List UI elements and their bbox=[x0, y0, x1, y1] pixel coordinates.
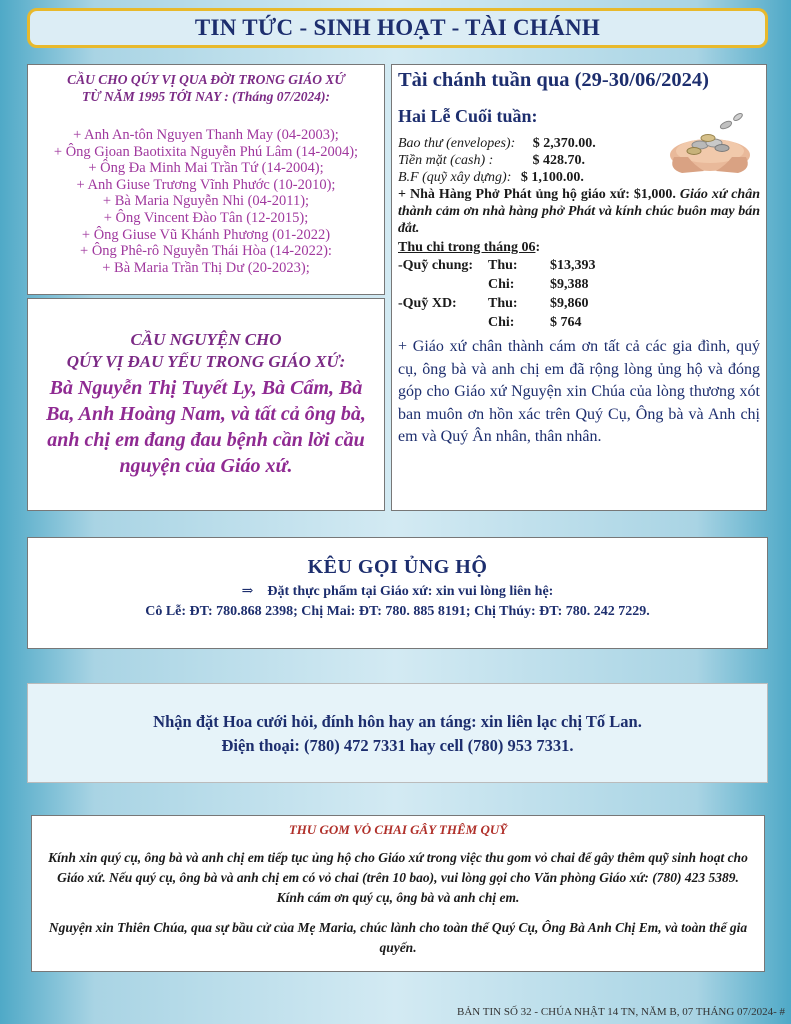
finance-subtitle: Hai Lễ Cuối tuần: bbox=[398, 106, 538, 126]
table-cell: Chi: bbox=[488, 277, 515, 292]
flowers-line-1: Nhận đặt Hoa cưới hỏi, đính hôn hay an táng: xin liên lạc chị Tố Lan. bbox=[153, 712, 642, 731]
table-cell: Chi: bbox=[488, 315, 515, 330]
month-table bbox=[398, 256, 760, 332]
thanks-note: + Giáo xứ chân thành cám ơn tất cả các gia đình, quý cụ, ông bà và anh chị em đã rộng lòng ủng hộ và đóng góp cho Giáo xứ Nguyện xin Chúa của lòng thương xót ban muôn ơn hồn xác trên Quý Cụ, Ông bà và Anh chị em và Quý Ân nhân, thân nhân. bbox=[398, 338, 760, 445]
table-cell: $13,393 bbox=[550, 258, 596, 273]
page-title: TIN TỨC - SINH HOẠT - TÀI CHÁNH bbox=[194, 15, 601, 40]
support-box bbox=[27, 537, 768, 649]
list-item: + Bà Maria Nguyễn Nhi (04-2011); bbox=[102, 193, 310, 210]
table-cell: -Quỹ chung: bbox=[398, 258, 474, 273]
sick-prayer-box bbox=[27, 298, 385, 511]
pho-phat-bold: + Nhà Hàng Phở Phát ủng hộ giáo xứ: $1,000. bbox=[398, 187, 676, 202]
deceased-list bbox=[28, 127, 384, 276]
envelopes-label: Bao thư (envelopes): bbox=[398, 136, 516, 151]
list-item: + Ông Giuse Vũ Khánh Phương (01-2022) bbox=[81, 226, 331, 243]
deceased-title-2: TỪ NĂM 1995 TỚI NAY : (Tháng 07/2024): bbox=[81, 89, 331, 104]
list-item: + Bà Maria Trần Thị Dư (20-2023); bbox=[102, 259, 310, 276]
envelopes-value: $ 2,370.00. bbox=[532, 136, 596, 151]
support-title: KÊU GỌI ỦNG HỘ bbox=[307, 556, 488, 578]
bottles-title: THU GOM VỎ CHAI GÂY THÊM QUỸ bbox=[288, 822, 508, 837]
table-cell: Thu: bbox=[488, 296, 518, 311]
support-line-1-text: Đặt thực phẩm tại Giáo xứ: xin vui lòng liên hệ: bbox=[267, 584, 554, 599]
flowers-line-2: Điện thoại: (780) 472 7331 hay cell (780) 953 7331. bbox=[221, 736, 574, 755]
month-heading: Thu chi trong tháng 06 bbox=[398, 240, 536, 255]
arrow-right-icon: ⇒ bbox=[241, 584, 254, 599]
list-item: + Ông Đa Minh Mai Trần Tứ (14-2004); bbox=[88, 160, 324, 177]
bf-value: $ 1,100.00. bbox=[520, 170, 584, 185]
sick-title-2: QÚY VỊ ĐAU YẾU TRONG GIÁO XỨ: bbox=[66, 352, 346, 371]
deceased-prayer-box bbox=[27, 64, 385, 295]
support-contacts: Cô Lễ: ĐT: 780.868 2398; Chị Mai: ĐT: 780. 885 8191; Chị Thúy: ĐT: 780. 242 7229. bbox=[145, 604, 650, 619]
deceased-title-1: CẦU CHO QÚY VỊ QUA ĐỜI TRONG GIÁO XỨ bbox=[67, 72, 345, 87]
flowers-box bbox=[27, 683, 768, 783]
table-cell: $9,388 bbox=[550, 277, 589, 292]
list-item: + Ông Phê-rô Nguyễn Thái Hòa (14-2022): bbox=[80, 243, 332, 260]
table-cell: $9,860 bbox=[550, 296, 589, 311]
table-cell: -Quỹ XD: bbox=[398, 296, 457, 311]
pho-phat-italic: Giáo xứ chân thành cảm ơn nhà hàng phở Phát và kính chúc buôn may bán đắt. bbox=[398, 187, 760, 236]
cash-label: Tiền mặt (cash) : bbox=[398, 153, 494, 168]
table-cell bbox=[398, 275, 488, 294]
month-heading-colon: : bbox=[535, 240, 541, 255]
sick-title-1: CẦU NGUYỆN CHO bbox=[130, 330, 282, 349]
support-line-1 bbox=[28, 583, 767, 600]
table-cell: Thu: bbox=[488, 258, 518, 273]
list-item: + Ông Gịoan Baotixita Nguyễn Phú Lâm (14-2004); bbox=[53, 143, 359, 160]
list-item: + Anh Giuse Trương Vĩnh Phước (10-2010); bbox=[76, 176, 336, 193]
hands-with-coins-icon bbox=[664, 105, 756, 177]
bottles-paragraph-2: Nguyện xin Thiên Chúa, qua sự bầu cử của Mẹ Maria, chúc lành cho toàn thể Quý Cụ, Ông Bà Anh Chị Em, và toàn thể gia quyến. bbox=[48, 920, 748, 955]
pho-phat-note bbox=[398, 186, 760, 237]
month-heading-row bbox=[398, 239, 760, 256]
bf-label: B.F (quỹ xây dựng): bbox=[398, 170, 512, 185]
page-header bbox=[27, 8, 768, 48]
finance-box bbox=[391, 64, 767, 511]
cash-value: $ 428.70. bbox=[532, 153, 585, 168]
table-cell bbox=[398, 313, 488, 332]
list-item: + Ông Vincent Đào Tân (12-2015); bbox=[103, 209, 309, 226]
bottles-paragraph-1: Kính xin quý cụ, ông bà và anh chị em tiếp tục ủng hộ cho Giáo xứ trong việc thu gom vỏ chai để gây thêm quỹ sinh hoạt cho Giáo xứ. Nếu quý cụ, ông bà và anh chị em có vỏ chai (trên 10 bao), vui lòng gọi cho Văn phòng Giáo xứ: (780) 423 5389. Kính cám ơn quý cụ, ông bà và anh chị em. bbox=[48, 850, 748, 905]
bottles-box bbox=[31, 815, 765, 972]
sick-names: Bà Nguyễn Thị Tuyết Ly, Bà Cẩm, Bà Ba, Anh Hoàng Nam, và tất cả ông bà, anh chị em đang đau bệnh cần lời cầu nguyện của Giáo xứ. bbox=[46, 377, 366, 477]
table-cell: $ 764 bbox=[550, 315, 582, 330]
page-footer: BẢN TIN SỐ 32 - CHÚA NHẬT 14 TN, NĂM B, 07 THÁNG 07/2024- # bbox=[457, 1006, 785, 1018]
finance-title: Tài chánh tuần qua (29-30/06/2024) bbox=[398, 69, 709, 91]
list-item: + Anh An-tôn Nguyen Thanh May (04-2003); bbox=[73, 127, 339, 143]
